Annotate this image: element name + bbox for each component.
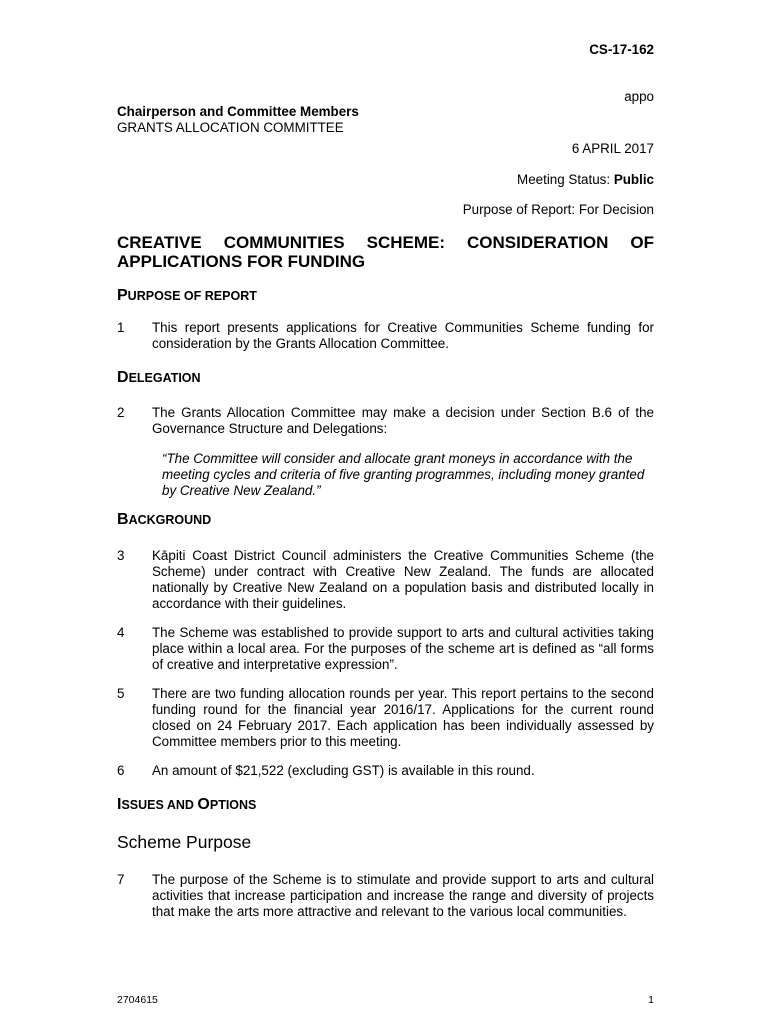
heading-background: BACKGROUND — [117, 511, 212, 528]
paragraph-number: 4 — [117, 625, 125, 640]
meeting-status-label: Meeting Status: — [517, 172, 614, 187]
subheading-scheme-purpose: Scheme Purpose — [117, 832, 252, 852]
paragraph-4: The Scheme was established to provide support to arts and cultural activities taking place within a local area. For the purposes of the scheme art is defined as “all forms of creative and interpretative expression”. — [152, 625, 654, 672]
document-reference: CS-17-162 — [589, 42, 654, 57]
paragraph-7: The purpose of the Scheme is to stimulate and provide support to arts and cultural activities that increase participation and increase the range and diversity of projects that make the arts more attractive and relevant to the various local communities. — [152, 872, 654, 919]
paragraph-number: 1 — [117, 320, 125, 335]
footer-page-number: 1 — [648, 994, 654, 1006]
footer-document-number: 2704615 — [117, 994, 158, 1006]
paragraph-number: 5 — [117, 686, 125, 701]
header-note: appo — [624, 89, 654, 104]
report-title: CREATIVE COMMUNITIES SCHEME: CONSIDERATION OF APPLICATIONS FOR FUNDING — [117, 233, 654, 271]
paragraph-6: An amount of $21,522 (excluding GST) is available in this round. — [152, 763, 535, 778]
paragraph-number: 7 — [117, 872, 125, 887]
paragraph-3: Kāpiti Coast District Council administers the Creative Communities Scheme (the Scheme) under contract with Creative New Zealand. The funds are allocated nationally by Creative New Zealand on a population basis and distributed locally in accordance with their guidelines. — [152, 548, 654, 611]
paragraph-number: 2 — [117, 405, 125, 420]
report-date: 6 APRIL 2017 — [571, 141, 654, 156]
paragraph-5: There are two funding allocation rounds per year. This report pertains to the second funding round for the financial year 2016/17. Applications for the current round closed on 24 February 2017. Each application has been individually assessed by Committee members prior to this meeting. — [152, 686, 654, 749]
addressee-line-2: GRANTS ALLOCATION COMMITTEE — [117, 120, 344, 135]
purpose-of-report-line: Purpose of Report: For Decision — [462, 202, 654, 217]
addressee-line-1: Chairperson and Committee Members — [117, 104, 359, 119]
paragraph-1: This report presents applications for Creative Communities Scheme funding for consideration by the Grants Allocation Committee. — [152, 320, 654, 351]
delegation-quote: “The Committee will consider and allocate grant moneys in accordance with the meeting cycles and criteria of five granting programmes, including money granted by Creative New Zealand.” — [162, 451, 645, 498]
paragraph-2: The Grants Allocation Committee may make a decision under Section B.6 of the Governance Structure and Delegations: — [152, 405, 654, 436]
heading-delegation: DELEGATION — [117, 369, 201, 386]
meeting-status-value: Public — [613, 172, 654, 187]
paragraph-number: 3 — [117, 548, 125, 563]
heading-purpose-of-report: PURPOSE OF REPORT — [117, 287, 257, 304]
meeting-status — [517, 172, 654, 188]
heading-issues-and-options: ISSUES AND OPTIONS — [117, 796, 257, 813]
paragraph-number: 6 — [117, 763, 125, 778]
